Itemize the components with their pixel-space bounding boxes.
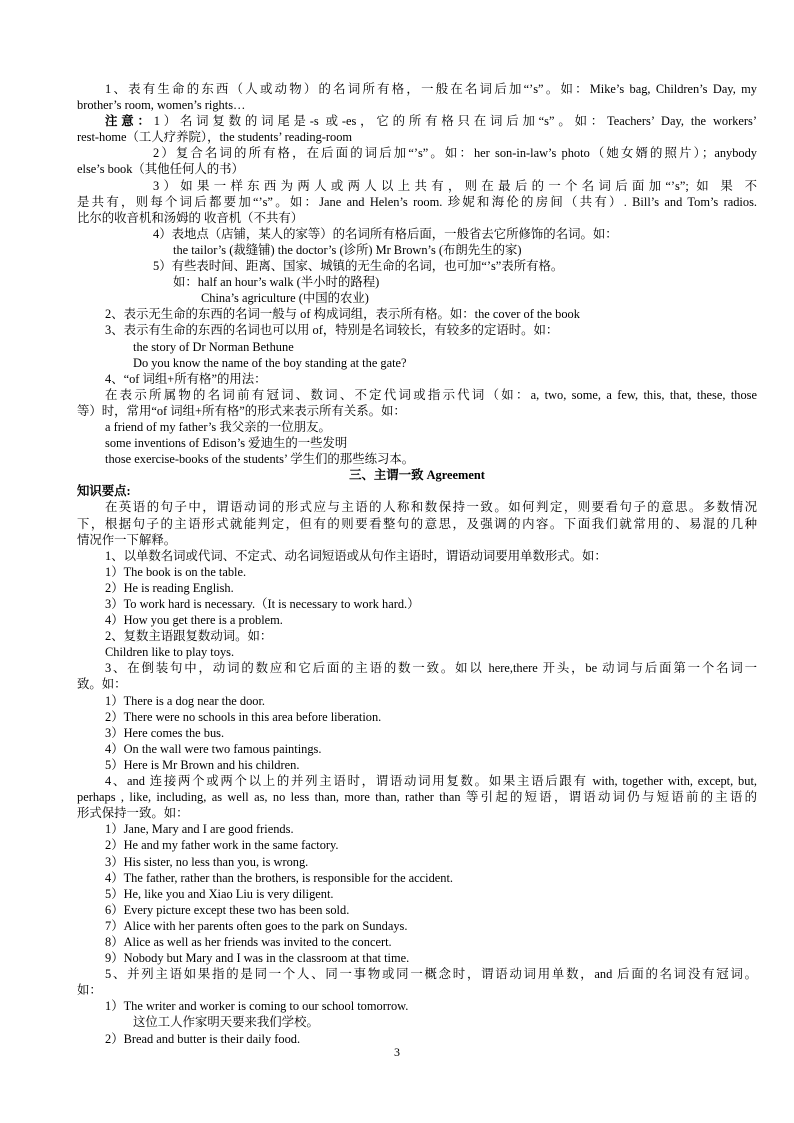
line-text: 情况作一下解释。	[77, 532, 177, 547]
line-text: 1）Jane, Mary and I are good friends.	[105, 822, 294, 837]
line-text: 9）Nobody but Mary and I was in the classroom at that time.	[105, 951, 410, 966]
text-line	[77, 435, 757, 451]
line-text: 7）Alice with her parents often goes to the park on Sundays.	[105, 918, 408, 933]
text-line	[77, 982, 757, 998]
text-line	[77, 532, 757, 548]
line-text: a friend of my father’s 我父亲的一位朋友。	[105, 419, 331, 434]
text-line	[77, 483, 757, 499]
section-heading: 三、主谓一致 Agreement	[349, 468, 485, 483]
text-line	[77, 902, 757, 918]
line-text: 这位工人作家明天要来我们学校。	[133, 1015, 319, 1030]
line-text: some inventions of Edison’s 爱迪生的一些发明	[105, 436, 348, 451]
text-line	[77, 113, 757, 129]
line-text: 下，根据句子的主语形式就能判定，但有的则要看整句的意思，及强调的内容。下面我们就常用的、易混的几种	[77, 516, 757, 531]
line-text: 如：	[77, 983, 102, 998]
text-line	[77, 451, 757, 467]
line-text: 致。如：	[77, 677, 127, 692]
line-text: 4）The father, rather than the brothers, is responsible for the accident.	[105, 870, 454, 885]
line-text: 是共有，则每个词后都要加“’s”。如：Jane and Helen’s room. 珍妮和海伦的房间（共有）. Bill’s and Tom’s radios.	[77, 194, 757, 209]
text-line	[77, 886, 757, 902]
text-line	[77, 516, 757, 532]
text-line	[77, 757, 757, 773]
line-text: 4）On the wall were two famous paintings.	[105, 741, 322, 756]
line-text: 1）The book is on the table.	[105, 564, 247, 579]
line-text: 在表示所属物的名词前有冠词、数词、不定代词或指示代词（如：a, two, some, a few, this, that, these, those	[105, 387, 757, 402]
line-text: 比尔的收音机和汤姆的 收音机（不共有）	[77, 210, 304, 225]
text-line	[77, 161, 757, 177]
text-line	[77, 226, 757, 242]
text-line	[77, 339, 757, 355]
line-text: 4）表地点（店铺，某人的家等）的名词所有格后面，一般省去它所修饰的名词。如：	[153, 226, 618, 241]
text-line	[77, 612, 757, 628]
text-line	[77, 821, 757, 837]
text-line	[77, 548, 757, 564]
line-text: 1）The writer and worker is coming to our school tomorrow.	[105, 999, 409, 1014]
line-text: 5）He, like you and Xiao Liu is very diligent.	[105, 886, 334, 901]
text-line	[77, 805, 757, 821]
line-text: 形式保持一致。如：	[77, 806, 189, 821]
text-line	[77, 628, 757, 644]
text-line	[77, 274, 757, 290]
line-text: 4、and 连接两个或两个以上的并列主语时，谓语动词用复数。如果主语后跟有 with, together with, except, but,	[105, 774, 757, 789]
line-text: those exercise-books of the students’ 学生们的那些练习本。	[105, 452, 415, 467]
text-line	[77, 644, 757, 660]
text-line	[77, 322, 757, 338]
line-text: 1）There is a dog near the door.	[105, 693, 265, 708]
line-text: 6）Every picture except these two has been sold.	[105, 902, 350, 917]
line-text: 1、表有生命的东西（人或动物）的名词所有格，一般在名词后加“’s”。如：Mike’s bag, Children’s Day, my	[105, 82, 757, 96]
text-line	[77, 194, 757, 210]
page-number: 3	[394, 1045, 400, 1059]
text-line	[77, 403, 757, 419]
text-line	[77, 290, 757, 306]
line-text: 1）名词复数的词尾是-s 或-es，它的所有格只在词后加“s”。如：Teachers’ Day, the workers’	[153, 114, 757, 129]
line-text: 在英语的句子中，谓语动词的形式应与主语的人称和数保持一致。如何判定，则要看句子的意思。多数情况	[105, 500, 757, 515]
text-line	[77, 419, 757, 435]
line-text: perhaps , like, including, as well as, no less than, more than, rather than 等引起的短语，谓语动词仍与短语前的主语的	[77, 790, 757, 805]
line-text: 2）He and my father work in the same factory.	[105, 838, 339, 853]
text-line	[77, 355, 757, 371]
line-text: China’s agriculture (中国的农业)	[201, 291, 369, 306]
bold-label: 知识要点:	[77, 484, 131, 499]
line-text: the story of Dr Norman Bethune	[133, 339, 294, 354]
text-line	[77, 998, 757, 1014]
text-line	[77, 918, 757, 934]
text-line	[77, 741, 757, 757]
text-line	[77, 725, 757, 741]
line-text: 2）There were no schools in this area before liberation.	[105, 709, 382, 724]
text-line	[77, 773, 757, 789]
text-line	[77, 580, 757, 596]
text-line	[77, 371, 757, 387]
bold-label: 注意：	[105, 114, 154, 129]
line-text: 3、表示有生命的东西的名词也可以用 of，特别是名词较长，有较多的定语时。如：	[105, 323, 559, 338]
page-body	[77, 81, 757, 1047]
text-line	[77, 596, 757, 612]
line-text: 5、并列主语如果指的是同一个人、同一事物或同一概念时，谓语动词用单数，and 后面的名词没有冠词。	[105, 967, 757, 982]
text-line	[77, 178, 757, 194]
line-text: 2、表示无生命的东西的名词一般与 of 构成词组，表示所有格。如：the cover of the book	[105, 307, 580, 322]
text-line	[77, 966, 757, 982]
line-text: 3）Here comes the bus.	[105, 725, 225, 740]
line-text: 2）复合名词的所有格，在后面的词后加“’s”。如：her son-in-law’s photo（她女婿的照片）；anybody	[153, 146, 757, 161]
line-text: rest-home（工人疗养院），the students’ reading-room	[77, 130, 353, 145]
text-line	[77, 145, 757, 161]
text-line	[77, 306, 757, 322]
text-line	[77, 1014, 757, 1030]
line-text: 3）To work hard is necessary.（It is necessary to work hard.）	[105, 597, 420, 611]
line-text: 3）如果一样东西为两人或两人以上共有，则在最后的一个名词后面加“’s”; 如 果 不	[153, 178, 757, 193]
line-text: 5）有些表时间、距离、国家、城镇的无生命的名词，也可加“’s”表所有格。	[153, 259, 564, 274]
text-line	[77, 258, 757, 274]
line-text: 2）He is reading English.	[105, 580, 234, 595]
text-line	[77, 242, 757, 258]
text-line	[77, 660, 757, 676]
text-line	[77, 789, 757, 805]
text-line	[77, 854, 757, 870]
line-text: else’s book（其他任何人的书）	[77, 162, 244, 177]
line-text: 4、“of 词组+所有格”的用法：	[105, 371, 267, 386]
line-text: 2）Bread and butter is their daily food.	[105, 1031, 301, 1046]
line-text: 3、在倒装句中，动词的数应和它后面的主语的数一致。如以 here,there 开头，be 动词与后面第一个名词一	[105, 661, 757, 676]
text-line	[77, 81, 757, 97]
line-text: 3）His sister, no less than you, is wrong.	[105, 854, 309, 869]
text-line	[77, 387, 757, 403]
text-line	[77, 693, 757, 709]
text-line	[77, 129, 757, 145]
text-line	[77, 709, 757, 725]
line-text: 5）Here is Mr Brown and his children.	[105, 757, 300, 772]
line-text: brother’s room, women’s rights…	[77, 98, 246, 113]
line-text: 等）时，常用“of 词组+所有格”的形式来表示所有关系。如：	[77, 403, 406, 418]
line-text: 8）Alice as well as her friends was invited to the concert.	[105, 934, 392, 949]
line-text: the tailor’s (裁缝铺) the doctor’s (诊所) Mr Brown’s (布朗先生的家)	[173, 242, 522, 257]
line-text: 4）How you get there is a problem.	[105, 613, 283, 628]
line-text: 如：half an hour’s walk (半小时的路程)	[173, 275, 380, 290]
text-line	[77, 870, 757, 886]
text-line	[77, 564, 757, 580]
line-text: 1、以单数名词或代词、不定式、动名词短语或从句作主语时，谓语动词要用单数形式。如：	[105, 548, 607, 563]
text-line	[77, 950, 757, 966]
text-line	[77, 676, 757, 692]
text-line	[77, 97, 757, 113]
line-text: Children like to play toys.	[105, 645, 235, 660]
text-line	[77, 837, 757, 853]
line-text: Do you know the name of the boy standing at the gate?	[133, 355, 407, 370]
text-line	[77, 210, 757, 226]
text-line	[77, 934, 757, 950]
text-line	[77, 499, 757, 515]
line-text: 2、复数主语跟复数动词。如：	[105, 629, 273, 644]
